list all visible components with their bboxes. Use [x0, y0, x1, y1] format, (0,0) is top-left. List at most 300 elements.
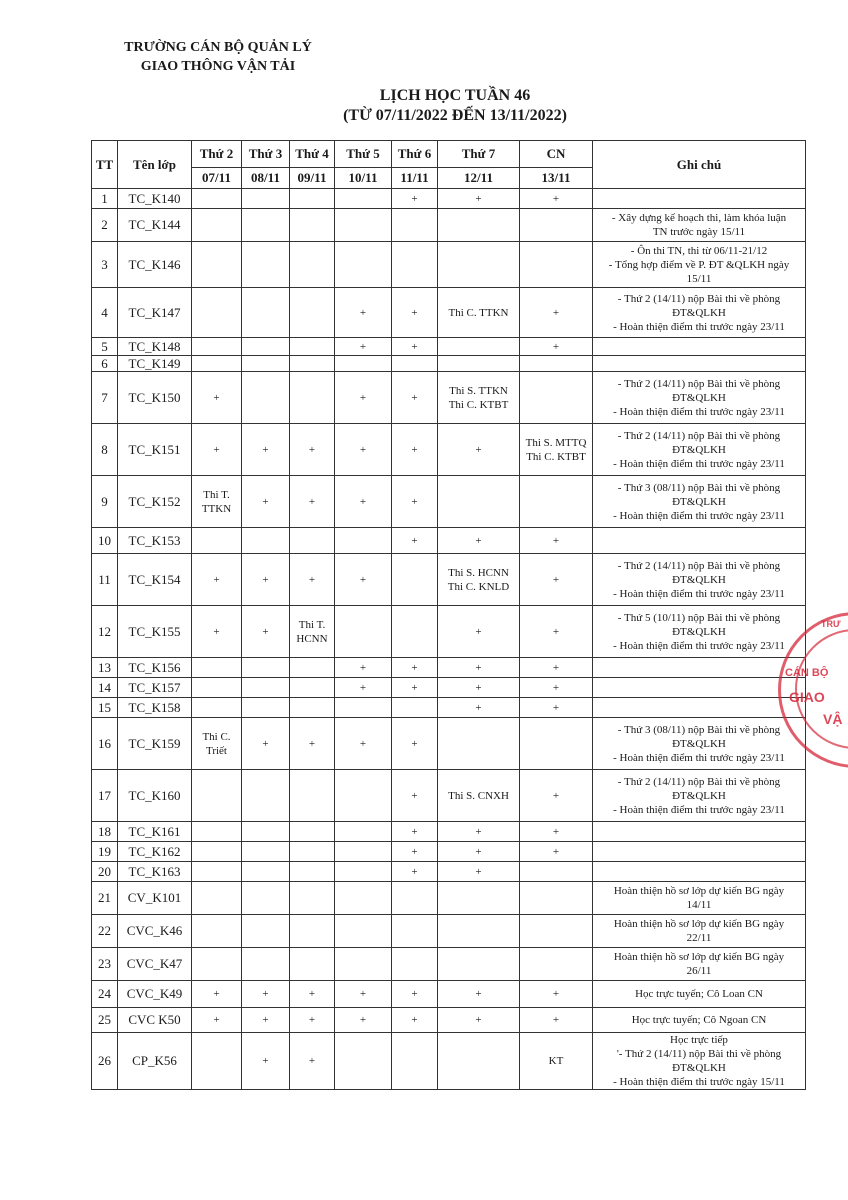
schedule-cell: + — [392, 476, 438, 528]
note-line: - Hoàn thiện điểm thi trước ngày 23/11 — [613, 587, 785, 600]
schedule-cell — [192, 842, 242, 862]
schedule-cell — [290, 822, 335, 842]
schedule-cell: + — [392, 770, 438, 822]
note-cell — [593, 338, 806, 356]
schedule-cell-line: Thi C. KTBT — [526, 450, 586, 463]
row-number: 21 — [92, 882, 118, 915]
note-line: Hoàn thiện hồ sơ lớp dự kiến BG ngày — [613, 918, 785, 930]
schedule-cell — [438, 915, 520, 948]
schedule-cell: + — [438, 606, 520, 658]
schedule-cell: + — [392, 842, 438, 862]
schedule-cell — [290, 606, 335, 658]
schedule-cell: + — [392, 189, 438, 209]
header-day-date: 12/11 — [438, 168, 520, 189]
schedule-cell — [192, 948, 242, 981]
note-cell — [593, 356, 806, 372]
schedule-cell — [242, 528, 290, 554]
schedule-cell — [520, 476, 593, 528]
table-row — [92, 948, 806, 981]
note-cell — [593, 678, 806, 698]
schedule-cell — [290, 372, 335, 424]
note-cell — [593, 658, 806, 678]
note-line: ĐT&QLKH — [672, 789, 726, 802]
schedule-cell — [290, 915, 335, 948]
schedule-cell: + — [290, 1033, 335, 1090]
table-row — [92, 770, 806, 822]
schedule-cell — [335, 842, 392, 862]
table-row — [92, 356, 806, 372]
schedule-cell: Thi C. TTKN — [438, 288, 520, 338]
class-name: TC_K146 — [118, 242, 192, 288]
note-line: - Hoàn thiện điểm thi trước ngày 23/11 — [613, 509, 785, 522]
note-cell — [593, 242, 806, 288]
schedule-cell — [242, 209, 290, 242]
note-line: 15/11 — [686, 272, 712, 285]
schedule-cell — [520, 882, 593, 915]
note-line: ĐT&QLKH — [672, 1062, 726, 1074]
schedule-cell: + — [335, 424, 392, 476]
schedule-cell — [438, 242, 520, 288]
schedule-cell: + — [242, 1033, 290, 1090]
schedule-cell — [520, 242, 593, 288]
header-class: Tên lớp — [118, 141, 192, 189]
schedule-cell — [192, 658, 242, 678]
schedule-cell-line: Thi S. TTKN — [449, 384, 508, 397]
row-number: 13 — [92, 658, 118, 678]
class-name: TC_K150 — [118, 372, 192, 424]
note-line: Hoàn thiện hồ sơ lớp dự kiến BG ngày — [613, 951, 785, 963]
schedule-cell — [392, 698, 438, 718]
schedule-cell — [335, 189, 392, 209]
table-row — [92, 842, 806, 862]
header-note: Ghi chú — [593, 141, 806, 189]
schedule-cell — [192, 770, 242, 822]
schedule-cell-line: Thi T. — [298, 618, 326, 631]
schedule-cell: + — [438, 1008, 520, 1033]
schedule-cell — [242, 698, 290, 718]
schedule-cell-line: HCNN — [296, 632, 328, 645]
row-number: 25 — [92, 1008, 118, 1033]
schedule-cell — [520, 862, 593, 882]
schedule-cell — [192, 528, 242, 554]
schedule-cell — [392, 948, 438, 981]
seal-text: VẬ — [823, 711, 843, 727]
schedule-cell: + — [520, 528, 593, 554]
note-cell — [593, 718, 806, 770]
schedule-cell — [192, 209, 242, 242]
schedule-cell: + — [520, 822, 593, 842]
schedule-cell: + — [438, 842, 520, 862]
schedule-cell: + — [242, 554, 290, 606]
schedule-cell: + — [242, 424, 290, 476]
note-line: - Thứ 3 (08/11) nộp Bài thi về phòng — [617, 723, 781, 736]
schedule-cell — [192, 242, 242, 288]
org-line-2: GIAO THÔNG VẬN TẢI — [140, 59, 296, 74]
schedule-cell: + — [438, 424, 520, 476]
class-name: TC_K144 — [118, 209, 192, 242]
schedule-cell-line: Thi T. — [203, 488, 230, 501]
class-name: TC_K162 — [118, 842, 192, 862]
schedule-cell-line: Thi C. KTBT — [448, 398, 509, 411]
schedule-cell — [520, 424, 593, 476]
header-day-date: 10/11 — [335, 168, 392, 189]
table-row — [92, 288, 806, 338]
schedule-cell — [290, 356, 335, 372]
note-line: - Hoàn thiện điểm thi trước ngày 23/11 — [613, 803, 785, 816]
row-number: 26 — [92, 1033, 118, 1090]
note-cell — [593, 606, 806, 658]
note-line: ĐT&QLKH — [672, 625, 726, 638]
schedule-cell — [242, 948, 290, 981]
row-number: 16 — [92, 718, 118, 770]
table-row — [92, 698, 806, 718]
seal-text: GIAO — [789, 689, 825, 705]
schedule-cell — [242, 882, 290, 915]
schedule-cell: + — [520, 698, 593, 718]
schedule-cell: + — [438, 658, 520, 678]
org-line-1: TRƯỜNG CÁN BỘ QUẢN LÝ — [124, 40, 312, 55]
table-row — [92, 424, 806, 476]
schedule-cell: + — [290, 1008, 335, 1033]
schedule-cell — [242, 372, 290, 424]
schedule-cell: + — [392, 288, 438, 338]
schedule-cell: + — [290, 981, 335, 1008]
schedule-cell: + — [290, 424, 335, 476]
header-day-name: Thứ 3 — [242, 141, 290, 168]
note-line: - Hoàn thiện điểm thi trước ngày 23/11 — [613, 405, 785, 418]
schedule-cell — [290, 678, 335, 698]
note-cell — [593, 424, 806, 476]
schedule-cell: + — [335, 658, 392, 678]
class-name: TC_K156 — [118, 658, 192, 678]
table-row — [92, 678, 806, 698]
note-line: ĐT&QLKH — [672, 737, 726, 750]
note-line: - Hoàn thiện điểm thi trước ngày 15/11 — [613, 1076, 785, 1088]
organization-name — [100, 38, 336, 76]
schedule-cell — [290, 209, 335, 242]
table-row — [92, 915, 806, 948]
schedule-cell — [520, 372, 593, 424]
header-day-date: 13/11 — [520, 168, 593, 189]
note-cell — [593, 372, 806, 424]
class-name: CV_K101 — [118, 882, 192, 915]
class-name: CVC_K46 — [118, 915, 192, 948]
schedule-cell — [192, 288, 242, 338]
class-name: TC_K153 — [118, 528, 192, 554]
schedule-cell — [520, 356, 593, 372]
row-number: 9 — [92, 476, 118, 528]
schedule-cell: + — [438, 528, 520, 554]
schedule-body — [92, 189, 806, 1090]
note-line: Học trực tuyến; Cô Ngoan CN — [631, 1014, 767, 1026]
header-day-name: Thứ 7 — [438, 141, 520, 168]
schedule-cell — [192, 338, 242, 356]
schedule-cell: + — [192, 981, 242, 1008]
note-line: Hoàn thiện hồ sơ lớp dự kiến BG ngày — [613, 885, 785, 897]
table-row — [92, 862, 806, 882]
schedule-cell: + — [438, 822, 520, 842]
schedule-cell — [438, 948, 520, 981]
table-row — [92, 372, 806, 424]
schedule-cell — [438, 1033, 520, 1090]
schedule-cell: + — [520, 1008, 593, 1033]
schedule-cell — [242, 242, 290, 288]
note-line: 14/11 — [686, 899, 712, 911]
schedule-cell: + — [438, 678, 520, 698]
header-day-name: Thứ 5 — [335, 141, 392, 168]
note-cell — [593, 698, 806, 718]
table-row — [92, 209, 806, 242]
schedule-cell — [242, 822, 290, 842]
schedule-cell: + — [192, 606, 242, 658]
seal-text: CÁN BỘ — [785, 667, 829, 679]
row-number: 15 — [92, 698, 118, 718]
schedule-cell: + — [242, 606, 290, 658]
schedule-cell-line: TTKN — [201, 502, 232, 515]
schedule-cell — [242, 862, 290, 882]
schedule-cell: + — [192, 372, 242, 424]
seal-text: TRƯ — [821, 619, 841, 629]
schedule-cell — [438, 554, 520, 606]
schedule-cell — [520, 948, 593, 981]
schedule-cell — [192, 882, 242, 915]
schedule-cell — [438, 882, 520, 915]
schedule-table — [91, 140, 806, 1090]
note-line: ĐT&QLKH — [672, 391, 726, 404]
schedule-cell — [335, 242, 392, 288]
table-row — [92, 528, 806, 554]
class-name: CVC K50 — [118, 1008, 192, 1033]
schedule-cell — [242, 915, 290, 948]
header-tt: TT — [92, 141, 118, 189]
note-cell — [593, 770, 806, 822]
note-line: - Thứ 2 (14/11) nộp Bài thi về phòng — [617, 377, 781, 390]
schedule-cell — [335, 822, 392, 842]
schedule-cell: + — [242, 476, 290, 528]
class-name: CP_K56 — [118, 1033, 192, 1090]
schedule-cell — [335, 770, 392, 822]
schedule-cell: + — [438, 189, 520, 209]
schedule-cell: KT — [520, 1033, 593, 1090]
row-number: 6 — [92, 356, 118, 372]
schedule-cell — [290, 242, 335, 288]
schedule-cell — [335, 948, 392, 981]
schedule-cell — [290, 338, 335, 356]
schedule-cell — [438, 209, 520, 242]
note-cell — [593, 981, 806, 1008]
schedule-cell: + — [392, 528, 438, 554]
note-line: ĐT&QLKH — [672, 443, 726, 456]
class-name: TC_K151 — [118, 424, 192, 476]
row-number: 17 — [92, 770, 118, 822]
note-line: ĐT&QLKH — [672, 306, 726, 319]
class-name: TC_K140 — [118, 189, 192, 209]
schedule-cell: + — [392, 338, 438, 356]
schedule-cell: + — [438, 698, 520, 718]
schedule-cell — [520, 209, 593, 242]
class-name: TC_K147 — [118, 288, 192, 338]
note-line: '- Thứ 2 (14/11) nộp Bài thi về phòng — [616, 1048, 782, 1060]
row-number: 1 — [92, 189, 118, 209]
row-number: 18 — [92, 822, 118, 842]
schedule-cell — [290, 698, 335, 718]
class-name: TC_K148 — [118, 338, 192, 356]
note-cell — [593, 209, 806, 242]
schedule-cell — [192, 189, 242, 209]
table-row — [92, 1008, 806, 1033]
schedule-cell: + — [520, 770, 593, 822]
row-number: 7 — [92, 372, 118, 424]
class-name: TC_K160 — [118, 770, 192, 822]
note-line: ĐT&QLKH — [672, 573, 726, 586]
schedule-cell — [192, 698, 242, 718]
schedule-cell — [392, 882, 438, 915]
schedule-cell: + — [520, 606, 593, 658]
schedule-cell: Thi S. CNXH — [438, 770, 520, 822]
note-cell — [593, 1033, 806, 1090]
schedule-cell — [335, 528, 392, 554]
note-line: - Hoàn thiện điểm thi trước ngày 23/11 — [613, 751, 785, 764]
schedule-cell: + — [520, 658, 593, 678]
header-day-name: Thứ 6 — [392, 141, 438, 168]
schedule-cell — [335, 882, 392, 915]
schedule-cell — [392, 554, 438, 606]
schedule-cell: + — [520, 189, 593, 209]
schedule-cell — [438, 338, 520, 356]
schedule-cell: + — [335, 718, 392, 770]
row-number: 19 — [92, 842, 118, 862]
schedule-cell — [290, 882, 335, 915]
class-name: TC_K158 — [118, 698, 192, 718]
schedule-cell: + — [392, 822, 438, 842]
note-cell — [593, 882, 806, 915]
schedule-cell-line: Thi C. KNLD — [447, 580, 510, 593]
schedule-cell — [520, 915, 593, 948]
header-day-name: Thứ 2 — [192, 141, 242, 168]
schedule-cell — [335, 356, 392, 372]
note-line: - Thứ 2 (14/11) nộp Bài thi về phòng — [617, 292, 781, 305]
schedule-cell — [242, 288, 290, 338]
schedule-cell: + — [335, 476, 392, 528]
schedule-cell: + — [520, 981, 593, 1008]
row-number: 3 — [92, 242, 118, 288]
schedule-cell-line: Thi S. HCNN — [448, 566, 509, 579]
class-name: CVC_K49 — [118, 981, 192, 1008]
schedule-cell — [335, 209, 392, 242]
note-cell — [593, 554, 806, 606]
note-line: 26/11 — [686, 965, 712, 977]
schedule-cell: + — [192, 424, 242, 476]
schedule-cell: + — [290, 554, 335, 606]
row-number: 4 — [92, 288, 118, 338]
note-cell — [593, 1008, 806, 1033]
header-day-date: 11/11 — [392, 168, 438, 189]
schedule-cell: + — [242, 718, 290, 770]
table-row — [92, 338, 806, 356]
schedule-cell — [290, 770, 335, 822]
schedule-cell — [192, 678, 242, 698]
class-name: TC_K159 — [118, 718, 192, 770]
schedule-cell — [392, 356, 438, 372]
schedule-cell: + — [392, 862, 438, 882]
schedule-cell-line: Triết — [206, 744, 227, 757]
schedule-cell-line: Thi C. — [202, 730, 231, 743]
class-name: TC_K157 — [118, 678, 192, 698]
table-row — [92, 718, 806, 770]
schedule-cell — [242, 189, 290, 209]
schedule-cell-line: Thi S. MTTQ — [525, 436, 587, 449]
note-line: - Hoàn thiện điểm thi trước ngày 23/11 — [613, 320, 785, 333]
note-line: - Tổng hợp điểm về P. ĐT &QLKH ngày — [608, 258, 790, 271]
schedule-cell — [242, 356, 290, 372]
class-name: TC_K149 — [118, 356, 192, 372]
table-row — [92, 554, 806, 606]
table-row — [92, 242, 806, 288]
schedule-cell: + — [392, 658, 438, 678]
row-number: 10 — [92, 528, 118, 554]
schedule-cell — [242, 842, 290, 862]
table-row — [92, 658, 806, 678]
row-number: 22 — [92, 915, 118, 948]
schedule-cell: + — [520, 288, 593, 338]
schedule-cell: + — [392, 424, 438, 476]
row-number: 11 — [92, 554, 118, 606]
schedule-cell — [438, 476, 520, 528]
header-day-date: 09/11 — [290, 168, 335, 189]
title-line-2: (TỪ 07/11/2022 ĐẾN 13/11/2022) — [343, 107, 567, 124]
table-row — [92, 1033, 806, 1090]
schedule-cell — [192, 476, 242, 528]
note-cell — [593, 288, 806, 338]
note-line: Học trực tuyến; Cô Loan CN — [635, 988, 763, 1000]
header-day-date: 08/11 — [242, 168, 290, 189]
row-number: 2 — [92, 209, 118, 242]
table-row — [92, 981, 806, 1008]
schedule-cell: + — [392, 981, 438, 1008]
note-line: - Thứ 2 (14/11) nộp Bài thi về phòng — [617, 559, 781, 572]
row-number: 24 — [92, 981, 118, 1008]
note-cell — [593, 476, 806, 528]
schedule-cell: + — [242, 1008, 290, 1033]
schedule-cell — [335, 698, 392, 718]
class-name: TC_K152 — [118, 476, 192, 528]
note-cell — [593, 948, 806, 981]
note-cell — [593, 915, 806, 948]
class-name: CVC_K47 — [118, 948, 192, 981]
row-number: 12 — [92, 606, 118, 658]
schedule-cell — [192, 1033, 242, 1090]
schedule-cell — [242, 678, 290, 698]
header-day-name: Thứ 4 — [290, 141, 335, 168]
schedule-cell — [392, 606, 438, 658]
note-cell — [593, 189, 806, 209]
schedule-cell — [290, 948, 335, 981]
schedule-cell: + — [392, 718, 438, 770]
note-line: - Hoàn thiện điểm thi trước ngày 23/11 — [613, 457, 785, 470]
table-row — [92, 882, 806, 915]
note-line: ĐT&QLKH — [672, 495, 726, 508]
schedule-cell — [520, 718, 593, 770]
schedule-cell — [438, 718, 520, 770]
schedule-cell — [392, 1033, 438, 1090]
note-cell — [593, 862, 806, 882]
schedule-cell — [290, 189, 335, 209]
schedule-cell: + — [335, 554, 392, 606]
note-line: - Thứ 5 (10/11) nộp Bài thi về phòng — [617, 611, 781, 624]
schedule-cell: + — [392, 1008, 438, 1033]
table-row — [92, 476, 806, 528]
class-name: TC_K163 — [118, 862, 192, 882]
